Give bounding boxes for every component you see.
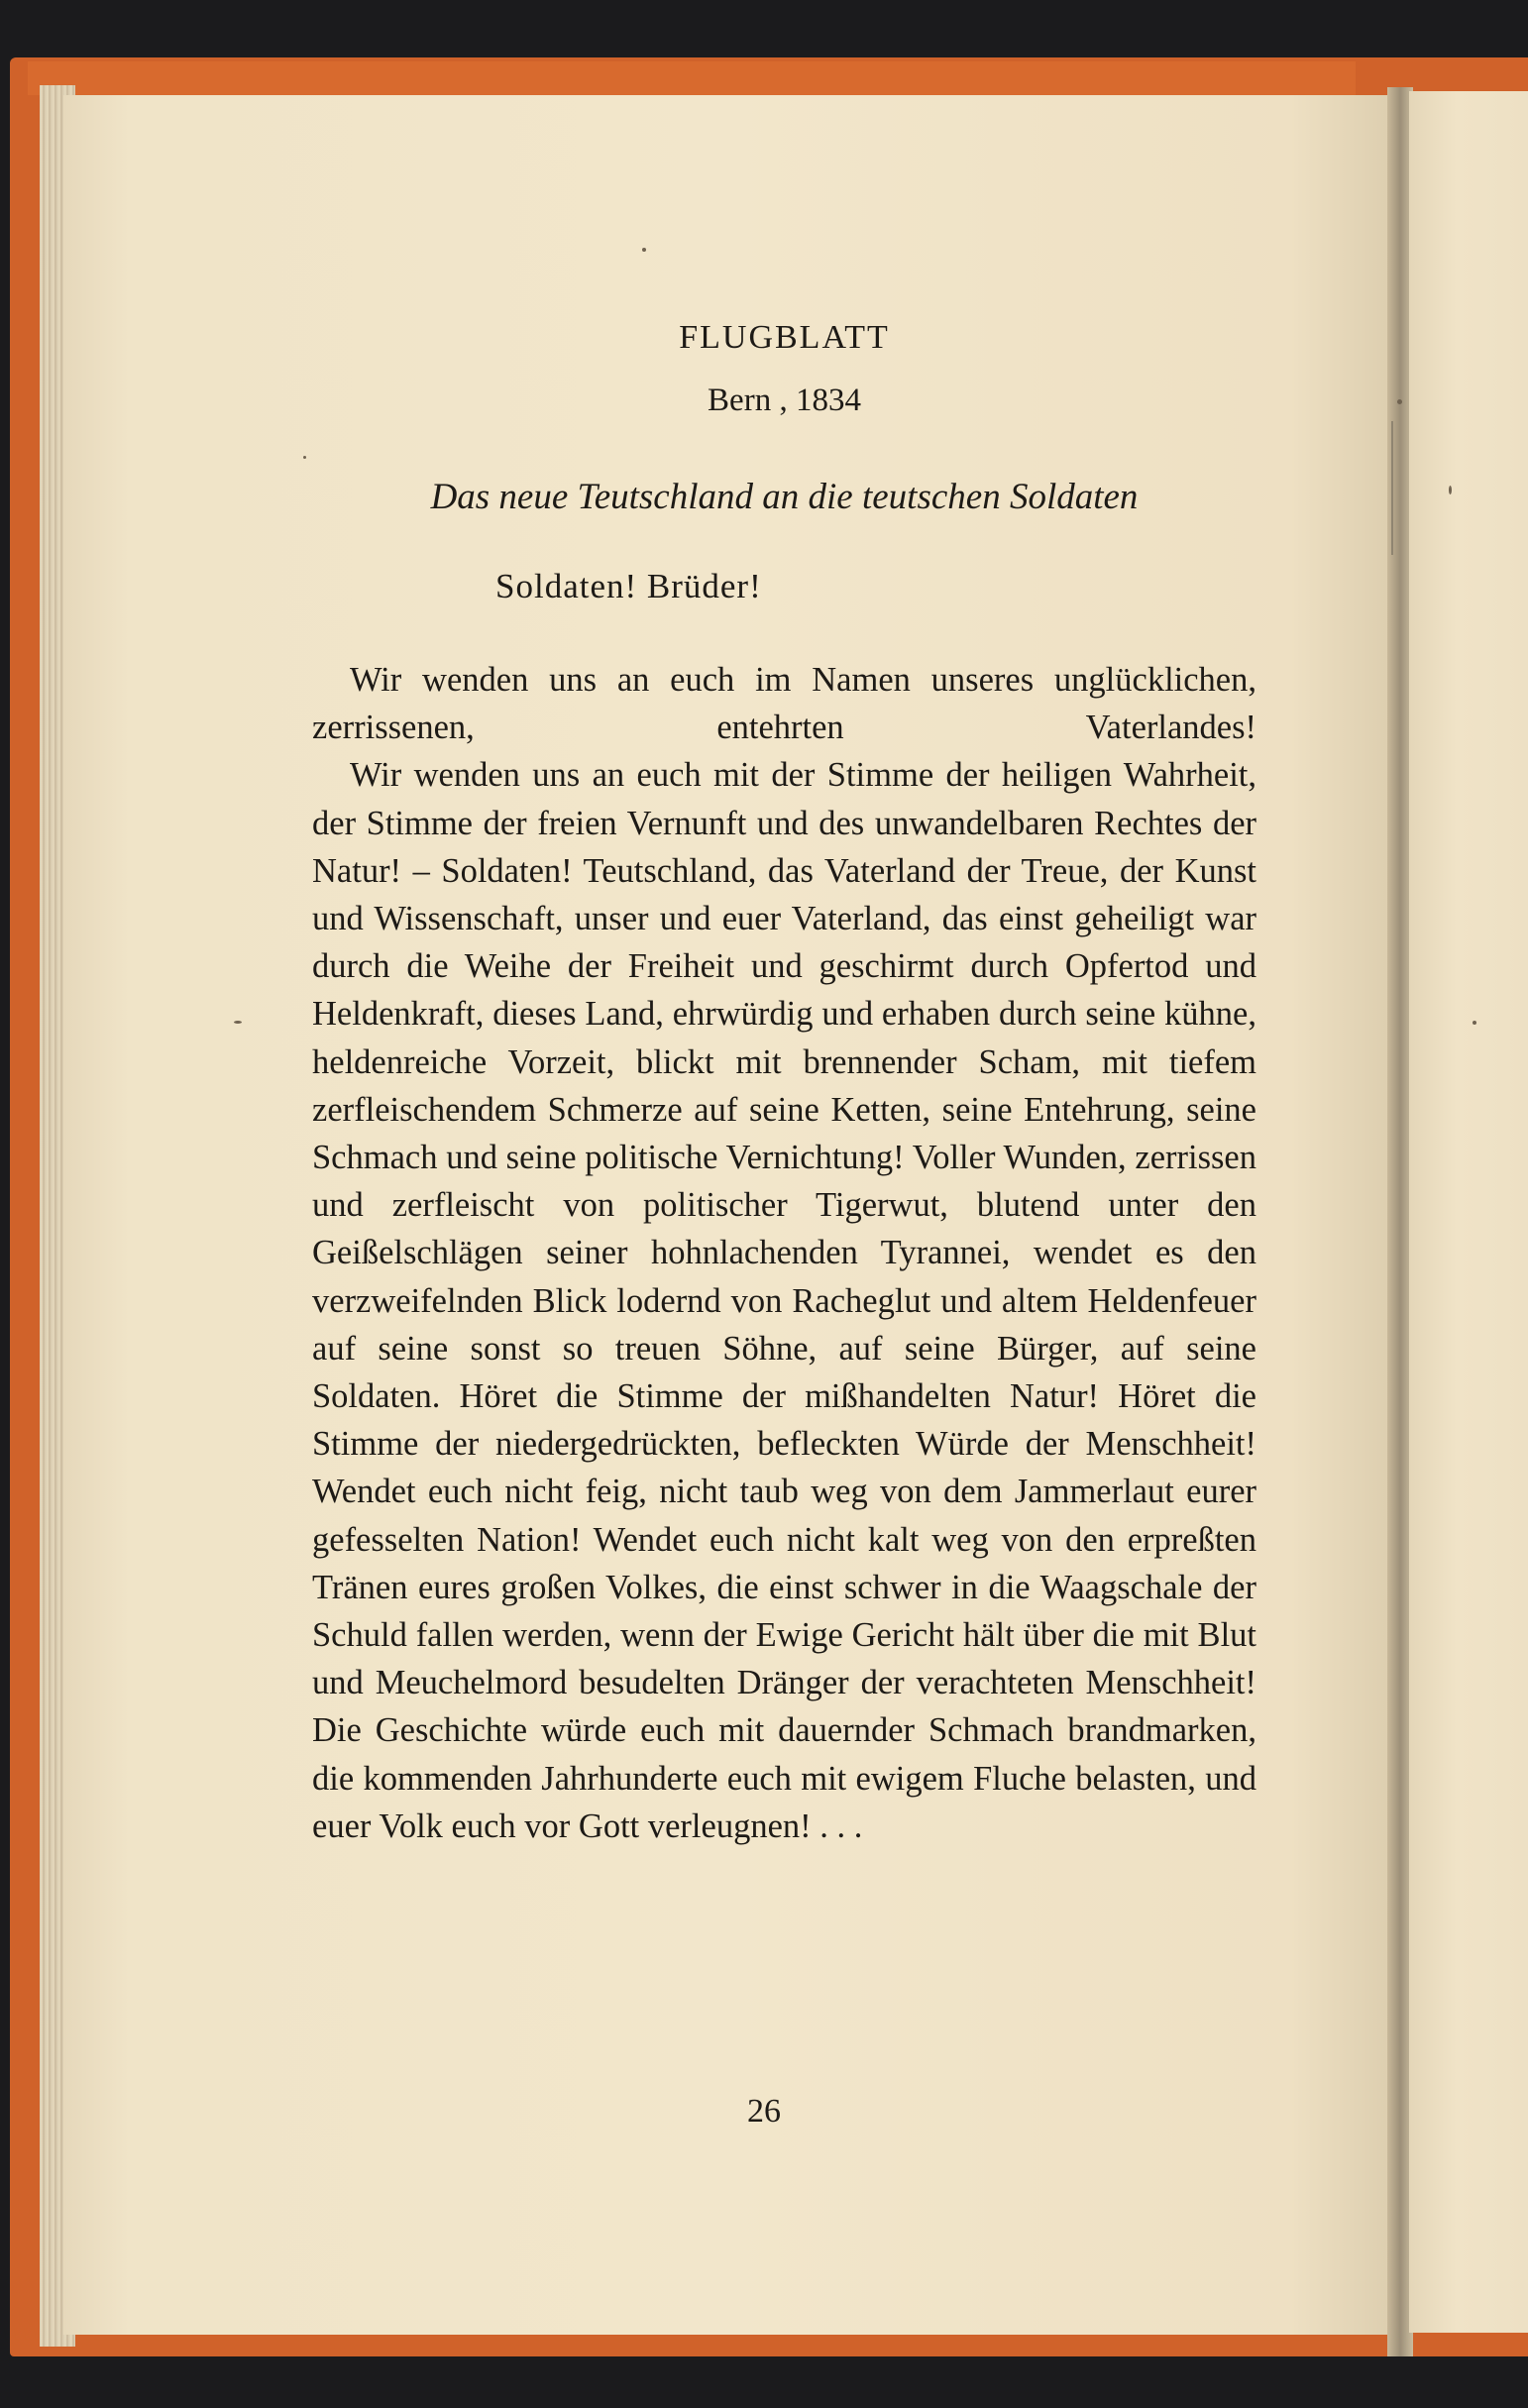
document-title: FLUGBLATT bbox=[679, 319, 890, 356]
cover-top-edge bbox=[28, 61, 1356, 95]
facing-page-edge bbox=[1409, 91, 1528, 2333]
paragraph: Wir wenden uns an euch mit der Stimme der heiligen Wahrheit, der Stimme der freien Vernunft und des unwandelbaren Rechtes der Natur! – Soldaten! Teutschland, das Vaterland der Treue, der Kunst und Wissenschaft, unser und euer Vaterland, das einst geheiligt war durch die Weihe der Freiheit und geschirmt durch Opfertod und Heldenkraft, dieses Land, ehrwürdig und erhaben durch seine kühne, heldenreiche Vorzeit, blickt mit brennender Scham, mit tiefem zerfleischendem Schmerze auf seine Ketten, seine Entehrung, seine Schmach und seine politische Vernichtung! Voller Wunden, zerrissen und zerfleischt von politischer Tigerwut, blutend unter den Geißelschlägen seiner hohnlachenden Tyrannei, wendet es den verzweifelnden Blick lodernd von Racheglut und altem Heldenfeuer auf seine sonst so treuen Söhne, auf seine Bürger, auf seine Soldaten. Höret die Stimme der mißhandelten Natur! Höret die Stimme der niedergedrückten, befleckten Würde der Menschheit! Wendet euch nicht feig, nicht taub weg von dem Jammerlaut eurer gefesselten Nation! Wendet euch nicht kalt weg von den erpreßten Tränen eures großen Volkes, die einst schwer in die Waagschale der Schuld fallen werden, wenn der Ewige Gericht hält über die mit Blut und Meuchelmord besudelten Dränger der verachteten Menschheit! Die Geschichte würde euch mit dauernder Schmach brandmarken, die kommenden Jahrhunderte euch mit ewigem Fluche belasten, und euer Volk euch vor Gott verleugnen! . . . bbox=[312, 756, 1256, 1845]
place-date: Bern , 1834 bbox=[708, 383, 861, 418]
document-subtitle: Das neue Teutschland an die teutschen Soldaten bbox=[430, 477, 1139, 517]
facing-page-mark bbox=[1391, 421, 1393, 555]
page-number: 26 bbox=[747, 2093, 781, 2130]
salutation: Soldaten! Brüder! bbox=[495, 567, 762, 605]
paragraph: Wir wenden uns an euch im Namen unseres unglücklichen, zerrissenen, entehrten Vaterlandes! bbox=[312, 661, 1256, 747]
body-text bbox=[312, 656, 1256, 1850]
